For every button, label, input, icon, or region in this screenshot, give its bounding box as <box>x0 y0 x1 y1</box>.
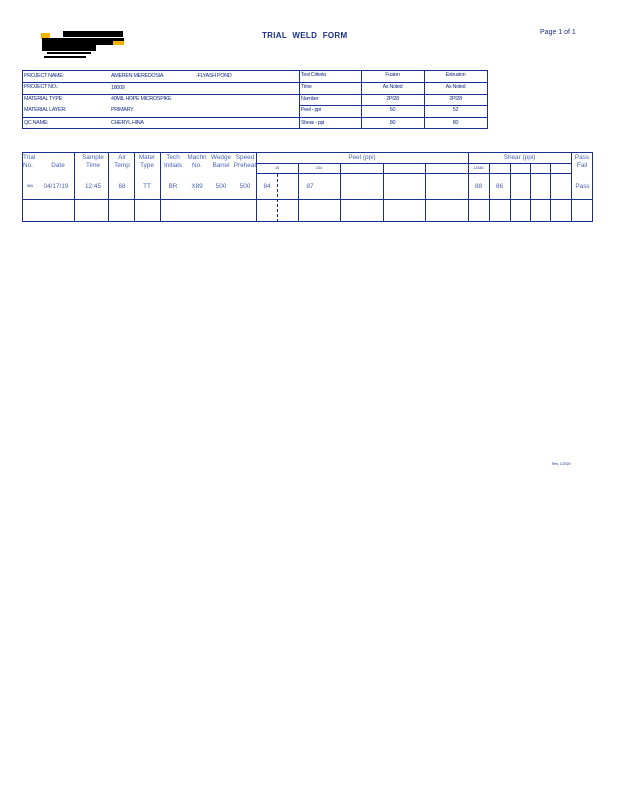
criteria-label: Shear - ppi <box>301 120 325 126</box>
criteria-extrusion-value: 2PI28 <box>449 96 462 102</box>
cell-speed-preheat: 500 <box>239 183 251 190</box>
header-sample-time: Sample Time <box>82 154 104 169</box>
header-wedge-barrel: Wedge Barrel <box>210 154 232 169</box>
criteria-extrusion-value: 52 <box>452 107 459 113</box>
project-no-label: PROJECT NO.: <box>24 84 59 90</box>
header-air-temp: Air Temp <box>114 154 130 169</box>
page-number: Page 1 of 1 <box>540 29 576 36</box>
material-layer-label: MATERIAL LAYER: <box>24 107 67 113</box>
cell-wedge-barrel: 500 <box>215 183 227 190</box>
cell-mater-type: TT <box>143 183 151 190</box>
header-peel-sub-1: 15 <box>275 166 279 170</box>
project-info-table <box>22 70 488 129</box>
trial-weld-table <box>22 152 593 222</box>
header-shear: Shear (ppi) <box>503 154 536 161</box>
header-shear-sub: 12345 <box>473 166 484 170</box>
cell-air-temp: 68 <box>118 183 126 190</box>
cell-shear-2: 86 <box>495 183 504 190</box>
material-layer-value: PRIMARY <box>111 107 134 113</box>
cell-shear-1: 88 <box>474 183 483 190</box>
header-speed-preheat: Speed Preheat <box>233 154 257 169</box>
revision-note: Rev. 1/2020 <box>552 462 571 466</box>
header-peel-sub-2: 234 <box>316 166 322 170</box>
cell-peel-1: 84 <box>263 183 271 190</box>
header-tech-initials: Tech Initials <box>163 154 183 169</box>
criteria-label: Time <box>301 84 312 90</box>
project-no-value: 18009 <box>111 85 125 91</box>
criteria-extrusion-value: As Noted <box>445 84 466 90</box>
header-pass-fail: Pass Fail <box>574 154 590 169</box>
project-name-value-suffix: -FLYASH POND <box>196 73 232 79</box>
criteria-fusion-value: 2PI28 <box>386 96 399 102</box>
header-machn-no: Machn No. <box>187 154 207 169</box>
project-name-value: AMEREN MEREDOSIA <box>111 73 164 79</box>
cell-machn-no: X89 <box>191 183 203 190</box>
header-mater-type: Mater Type <box>138 154 156 169</box>
cell-pass-fail: Pass <box>575 183 590 190</box>
header-trial-no: Trial No. <box>23 154 36 169</box>
cell-trial-no: 565 <box>27 184 33 188</box>
fusion-heading: Fusion <box>385 72 400 78</box>
cell-date: 04/17/19 <box>43 183 69 190</box>
test-criteria-heading: Test Criteria <box>301 72 326 78</box>
criteria-label: Peel - ppi <box>301 107 321 113</box>
criteria-extrusion-value: 80 <box>452 120 459 126</box>
criteria-fusion-value: 60 <box>389 107 396 113</box>
header-peel: Peel (ppi) <box>348 154 376 161</box>
qc-name-value: CHERYL HINA <box>111 120 144 126</box>
header-date: Date <box>51 162 65 169</box>
cell-peel-2: 87 <box>306 183 314 190</box>
criteria-label: Number <box>301 96 319 102</box>
cell-tech-initials: BR <box>168 183 178 190</box>
project-name-label: PROJECT NAME: <box>24 73 64 79</box>
material-type-value: 40MIL HDPE MICROSPIKE <box>111 96 172 102</box>
form-title: TRIAL WELD FORM <box>262 31 348 40</box>
extrusion-heading: Extrusion <box>445 72 466 78</box>
material-type-label: MATERIAL TYPE: <box>24 96 64 102</box>
criteria-fusion-value: As Noted <box>382 84 403 90</box>
criteria-fusion-value: 80 <box>389 120 396 126</box>
cell-sample-time: 12:45 <box>85 183 101 190</box>
qc-name-label: QC NAME: <box>24 120 49 126</box>
